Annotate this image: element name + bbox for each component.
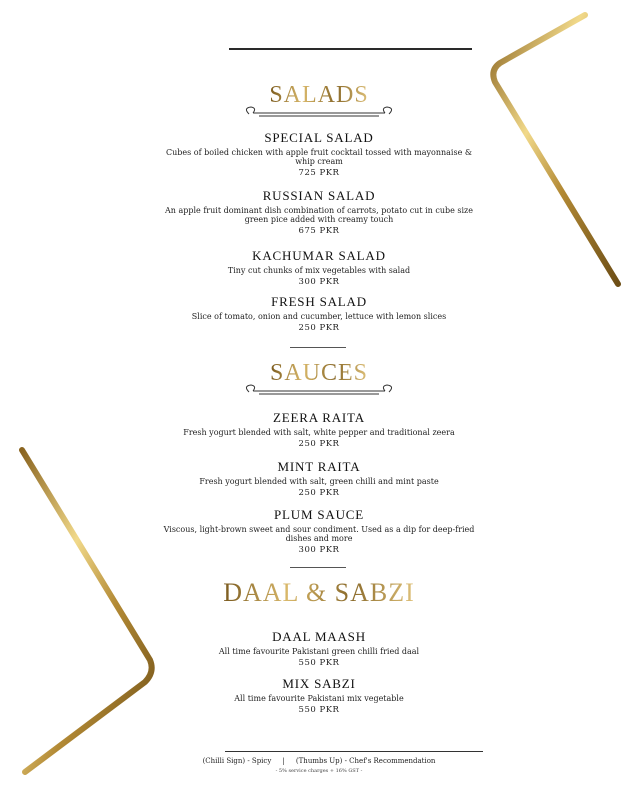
- item-price: 725 PKR: [298, 168, 340, 178]
- menu-item: [160, 507, 478, 555]
- item-price: 250 PKR: [298, 323, 340, 333]
- section-title-salads: SALADS: [269, 82, 369, 108]
- top-rule: [229, 48, 472, 50]
- section-divider: [290, 567, 346, 568]
- item-price: 550 PKR: [298, 705, 340, 715]
- menu-item: [160, 410, 478, 449]
- footer-charges: - 5% service charges + 16% GST -: [275, 768, 363, 774]
- item-desc: Fresh yogurt blended with salt, green chilli and mint paste: [199, 477, 439, 486]
- item-price: 300 PKR: [298, 277, 340, 287]
- item-price: 675 PKR: [298, 226, 340, 236]
- ornament-sauces: [0, 380, 638, 400]
- section-divider: [290, 347, 346, 348]
- item-desc: An apple fruit dominant dish combination of carrots, potato cut in cube size green pice added with creamy touch: [165, 206, 473, 224]
- item-name: ZEERA RAITA: [273, 410, 365, 425]
- item-price: 250 PKR: [298, 488, 340, 498]
- item-desc: All time favourite Pakistani mix vegetable: [234, 694, 404, 703]
- item-desc: Fresh yogurt blended with salt, white pepper and traditional zeera: [183, 428, 455, 437]
- footer-rule: [225, 751, 483, 752]
- menu-item: [160, 629, 478, 668]
- menu-item: [160, 459, 478, 498]
- menu-item: [160, 294, 478, 333]
- item-price: 250 PKR: [298, 439, 340, 449]
- item-name: RUSSIAN SALAD: [262, 188, 376, 203]
- item-name: MINT RAITA: [277, 459, 361, 474]
- item-price: 550 PKR: [298, 658, 340, 668]
- ornament-salads: [0, 102, 638, 122]
- item-desc: All time favourite Pakistani green chilli fried daal: [218, 647, 420, 656]
- menu-item: [160, 676, 478, 715]
- item-desc: Slice of tomato, onion and cucumber, lettuce with lemon slices: [191, 312, 447, 321]
- item-name: KACHUMAR SALAD: [252, 248, 386, 263]
- footer-legend: (Chilli Sign) - Spicy | (Thumbs Up) - Chef's Recommendation: [202, 757, 436, 765]
- item-name: FRESH SALAD: [271, 294, 367, 309]
- item-desc: Cubes of boiled chicken with apple fruit cocktail tossed with mayonnaise & whip cream: [166, 148, 472, 166]
- item-price: 300 PKR: [298, 545, 340, 555]
- item-desc: Tiny cut chunks of mix vegetables with salad: [227, 266, 411, 275]
- item-desc: Viscous, light-brown sweet and sour condiment. Used as a dip for deep-fried dishes and more: [163, 525, 475, 543]
- item-name: DAAL MAASH: [272, 629, 366, 644]
- item-name: SPECIAL SALAD: [264, 130, 374, 145]
- section-title-daal-sabzi: DAAL & SABZI: [223, 578, 415, 607]
- section-title-sauces: SAUCES: [269, 360, 369, 386]
- item-name: MIX SABZI: [282, 676, 356, 691]
- item-name: PLUM SAUCE: [274, 507, 364, 522]
- menu-item: [160, 188, 478, 236]
- menu-item: [160, 248, 478, 287]
- menu-item: [160, 130, 478, 178]
